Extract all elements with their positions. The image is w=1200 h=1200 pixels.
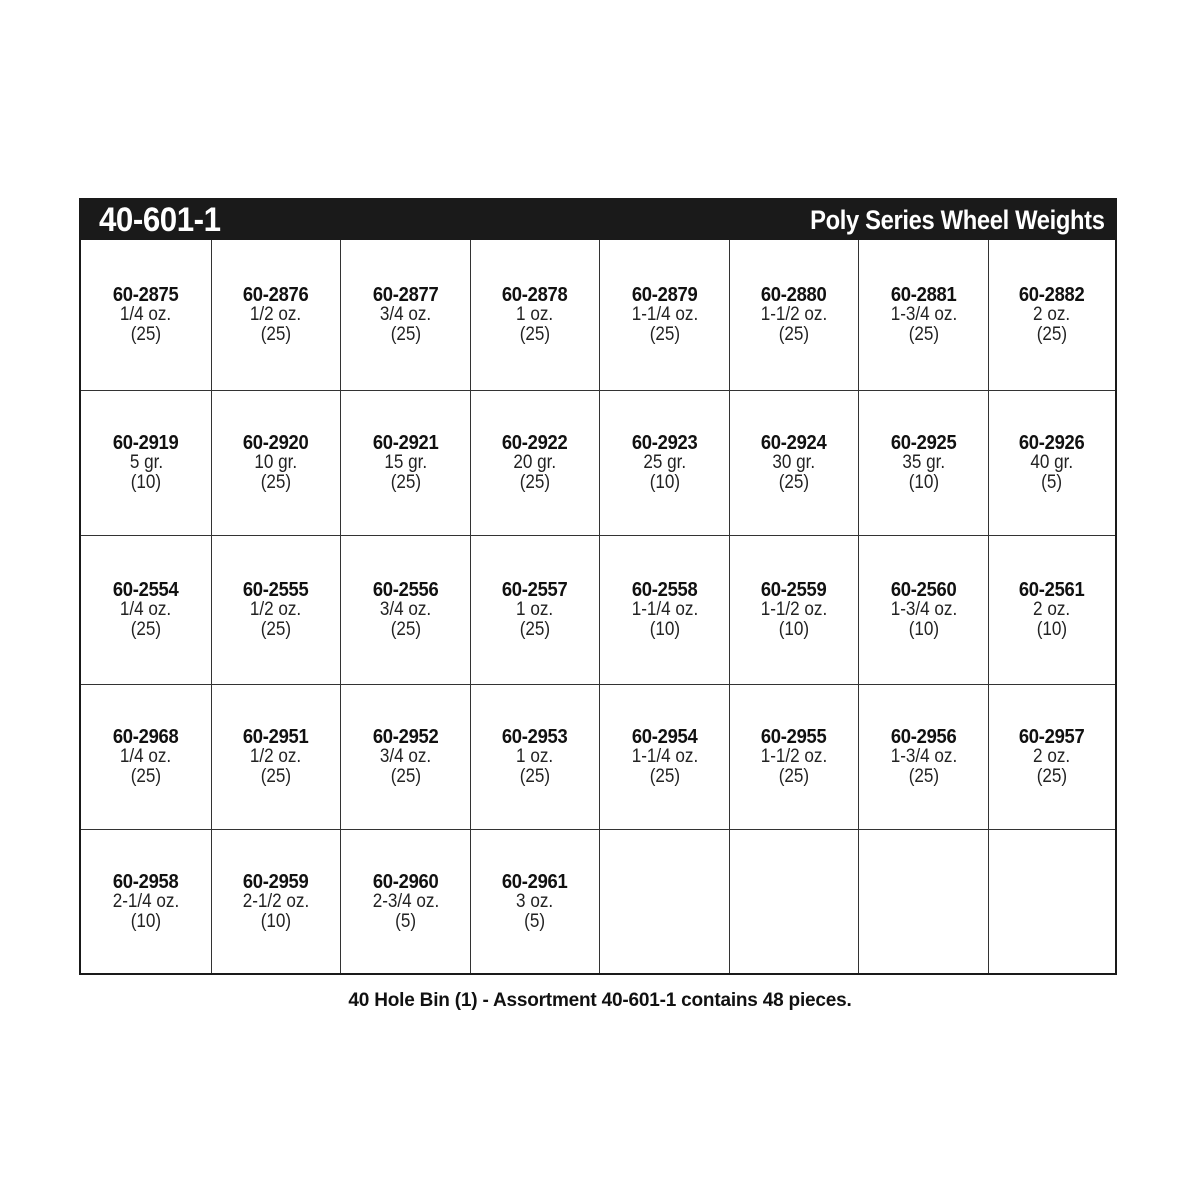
quantity-label: (25) [130,766,162,787]
bin-cell [212,536,341,685]
part-number: 60-2877 [372,284,439,306]
assortment-chart [79,198,1117,975]
bin-cell [212,830,341,973]
part-number: 60-2957 [1019,726,1085,748]
weight-label: 1-3/4 oz. [890,304,957,325]
part-number: 60-2921 [372,432,439,454]
quantity-label: (25) [390,472,421,493]
weight-label: 3 oz. [516,890,554,912]
part-number: 60-2955 [761,726,827,748]
bin-cell [471,685,600,830]
quantity-label: (25) [390,619,421,640]
empty-bin-cell [989,830,1115,973]
weight-label: 1/4 oz. [120,746,172,767]
bin-cell [730,240,859,391]
part-number: 60-2881 [890,284,957,306]
quantity-label: (25) [390,766,421,787]
weight-label: 1/4 oz. [120,599,172,620]
weight-label: 3/4 oz. [379,746,432,767]
part-number: 60-2555 [243,579,309,601]
weight-label: 3/4 oz. [379,599,432,620]
bin-cell [341,685,471,830]
bin-cell [81,830,212,973]
quantity-label: (10) [649,472,680,493]
part-number: 60-2926 [1019,432,1085,454]
part-number: 60-2923 [631,432,698,454]
bin-cell [989,240,1115,391]
weight-label: 40 gr. [1030,452,1074,473]
bin-cell [859,391,989,536]
weight-label: 1-1/4 oz. [631,746,698,767]
bin-cell [989,536,1115,685]
part-number: 60-2876 [243,284,309,306]
weight-label: 10 gr. [254,452,298,473]
part-number: 60-2954 [631,726,698,748]
weight-label: 15 gr. [384,452,427,473]
quantity-label: (25) [519,324,551,345]
bin-cell [859,240,989,391]
bin-cell [471,391,600,536]
bin-cell [730,536,859,685]
quantity-label: (10) [778,619,810,640]
bin-cell [989,391,1115,536]
quantity-label: (25) [260,324,292,345]
part-number: 60-2919 [113,432,179,454]
weight-label: 2 oz. [1033,746,1071,767]
part-number: 60-2924 [761,432,827,454]
quantity-label: (25) [260,619,292,640]
quantity-label: (25) [778,324,810,345]
part-number: 60-2925 [890,432,957,454]
chart-header [81,200,1115,240]
part-number: 60-2554 [113,579,179,601]
quantity-label: (25) [649,324,680,345]
bin-cell [600,391,730,536]
part-number: 60-2880 [761,284,827,306]
bin-cell [730,685,859,830]
chart-title: Poly Series Wheel Weights [810,204,1105,235]
part-number: 60-2560 [890,579,957,601]
quantity-label: (25) [1036,766,1068,787]
part-number: 60-2875 [113,284,179,306]
quantity-label: (25) [649,766,680,787]
bin-cell [730,391,859,536]
quantity-label: (25) [390,324,421,345]
weight-label: 1-1/2 oz. [760,599,828,620]
quantity-label: (25) [908,766,939,787]
empty-bin-cell [600,830,730,973]
quantity-label: (25) [778,472,810,493]
weight-label: 1/4 oz. [120,304,172,325]
weight-label: 1/2 oz. [250,746,302,767]
weight-label: 2-3/4 oz. [372,890,439,912]
quantity-label: (25) [260,472,292,493]
assortment-note: 40 Hole Bin (1) - Assortment 40-601-1 contains 48 pieces. [348,990,852,1011]
quantity-label: (25) [1036,324,1068,345]
part-number: 60-2959 [243,870,309,893]
weight-label: 2 oz. [1033,599,1071,620]
bin-cell [859,685,989,830]
quantity-label: (10) [130,472,162,493]
part-number: 60-2920 [243,432,309,454]
weight-label: 2-1/2 oz. [242,890,310,912]
bin-cell [341,830,471,973]
quantity-label: (10) [130,910,162,932]
weight-label: 1-1/2 oz. [760,746,828,767]
bin-cell [471,536,600,685]
assortment-code: 40-601-1 [99,200,221,239]
bin-cell [600,240,730,391]
quantity-label: (5) [395,910,416,932]
bin-cell [859,536,989,685]
empty-bin-cell [730,830,859,973]
part-number: 60-2879 [631,284,698,306]
quantity-label: (25) [778,766,810,787]
part-number: 60-2556 [372,579,439,601]
quantity-label: (10) [908,619,939,640]
bin-cell [341,240,471,391]
quantity-label: (10) [649,619,680,640]
part-number: 60-2961 [502,870,568,893]
weight-label: 1-1/2 oz. [760,304,828,325]
bin-cell [212,391,341,536]
bin-cell [600,685,730,830]
quantity-label: (25) [519,619,551,640]
part-number: 60-2960 [372,870,439,893]
weight-label: 1 oz. [516,746,554,767]
weight-label: 20 gr. [513,452,557,473]
part-number: 60-2952 [372,726,439,748]
bin-cell [81,536,212,685]
weight-label: 1/2 oz. [250,304,302,325]
part-number: 60-2557 [502,579,568,601]
bin-grid [81,240,1115,973]
bin-cell [212,240,341,391]
weight-label: 3/4 oz. [379,304,432,325]
weight-label: 1 oz. [516,599,554,620]
bin-cell [212,685,341,830]
bin-cell [81,391,212,536]
part-number: 60-2956 [890,726,957,748]
quantity-label: (25) [130,619,162,640]
part-number: 60-2951 [243,726,309,748]
part-number: 60-2561 [1019,579,1085,601]
quantity-label: (25) [130,324,162,345]
bin-cell [471,830,600,973]
quantity-label: (25) [519,766,551,787]
weight-label: 5 gr. [129,452,163,473]
bin-cell [81,685,212,830]
part-number: 60-2968 [113,726,179,748]
bin-cell [600,536,730,685]
empty-bin-cell [859,830,989,973]
weight-label: 1/2 oz. [250,599,302,620]
weight-label: 1-3/4 oz. [890,599,957,620]
weight-label: 1-1/4 oz. [631,599,698,620]
weight-label: 1-1/4 oz. [631,304,698,325]
weight-label: 25 gr. [643,452,686,473]
bin-cell [341,391,471,536]
bin-cell [341,536,471,685]
weight-label: 35 gr. [902,452,945,473]
bin-cell [989,685,1115,830]
weight-label: 2-1/4 oz. [112,890,180,912]
weight-label: 1-3/4 oz. [890,746,957,767]
bin-cell [471,240,600,391]
weight-label: 30 gr. [772,452,816,473]
quantity-label: (5) [1041,472,1063,493]
quantity-label: (25) [908,324,939,345]
part-number: 60-2882 [1019,284,1085,306]
part-number: 60-2558 [631,579,698,601]
part-number: 60-2559 [761,579,827,601]
quantity-label: (25) [519,472,551,493]
part-number: 60-2922 [502,432,568,454]
quantity-label: (25) [260,766,292,787]
part-number: 60-2958 [113,870,179,893]
weight-label: 1 oz. [516,304,554,325]
quantity-label: (10) [1036,619,1068,640]
quantity-label: (10) [908,472,939,493]
weight-label: 2 oz. [1033,304,1071,325]
quantity-label: (5) [524,910,546,932]
part-number: 60-2878 [502,284,568,306]
part-number: 60-2953 [502,726,568,748]
quantity-label: (10) [260,910,292,932]
bin-cell [81,240,212,391]
